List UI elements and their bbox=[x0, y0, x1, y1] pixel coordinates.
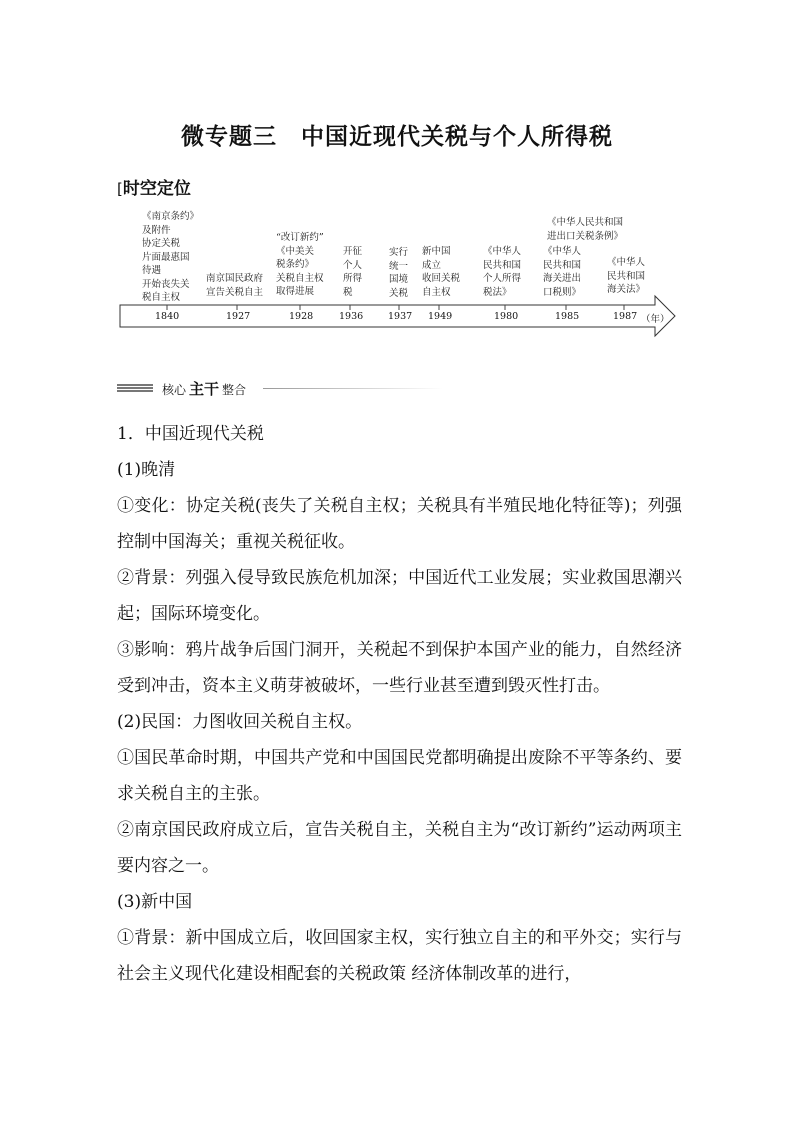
banner-rule bbox=[263, 388, 443, 389]
year-unit: （年） bbox=[641, 314, 670, 325]
banner-right: 整合 bbox=[222, 383, 247, 397]
timeline-event-1927: 南京国民政府 宣告关税自主 bbox=[206, 273, 264, 298]
year-1840: 1840 bbox=[155, 311, 180, 322]
year-1936: 1936 bbox=[339, 311, 364, 322]
timeline-event-1980: 《中华人 民共和国 个人所得 税法》 bbox=[483, 246, 522, 298]
year-1985: 1985 bbox=[555, 311, 580, 322]
subheading-qing: (1)晚清 bbox=[117, 460, 176, 480]
timeline bbox=[0, 0, 794, 340]
subheading-new-china: (3)新中国 bbox=[117, 892, 193, 912]
heading-1: 1．中国近现代关税 bbox=[117, 424, 264, 444]
year-1949: 1949 bbox=[428, 311, 453, 322]
year-1987: 1987 bbox=[613, 311, 638, 322]
timeline-event-1985: 《中华人 民共和国 海关进出 口税则》 bbox=[543, 246, 582, 298]
paragraph: ①背景：新中国成立后，收回国家主权，实行独立自主的和平外交；实行与社会主义现代化建设相配套的关税政策 经济体制改革的进行， bbox=[117, 928, 682, 984]
paragraph: ①变化：协定关税(丧失了关税自主权；关税具有半殖民地化特征等)；列强控制中国海关；重视关税征收。 bbox=[117, 496, 682, 552]
timeline-event-1987: 《中华人 民共和国 海关法》 bbox=[607, 257, 646, 295]
year-1927: 1927 bbox=[226, 311, 251, 322]
banner-stripes bbox=[117, 384, 153, 392]
section-bracket: [ bbox=[117, 180, 123, 198]
year-1980: 1980 bbox=[494, 311, 519, 322]
timeline-event-1936: 开征 个人 所得 税 bbox=[343, 246, 363, 298]
year-1928: 1928 bbox=[289, 311, 314, 322]
timeline-event-1928: “改订新约” 《中美关 税条约》 关税自主权 取得进展 bbox=[276, 232, 324, 297]
year-1937: 1937 bbox=[388, 311, 413, 322]
paragraph: ②南京国民政府成立后，宣告关税自主，关税自主为“改订新约”运动两项主要内容之一。 bbox=[117, 820, 682, 876]
core-banner bbox=[117, 378, 447, 398]
body-text bbox=[117, 416, 682, 992]
paragraph: ③影响：鸦片战争后国门洞开，关税起不到保护本国产业的能力，自然经济受到冲击，资本主义萌芽被破坏，一些行业甚至遭到毁灭性打击。 bbox=[117, 640, 682, 696]
title-main: 中国近现代关税与个人所得税 bbox=[301, 124, 613, 150]
timeline-event-1937: 实行 统一 国境 关税 bbox=[389, 247, 409, 299]
banner-left: 核心 bbox=[162, 383, 187, 397]
title-prefix: 微专题三 bbox=[181, 124, 277, 150]
banner-text bbox=[162, 378, 246, 399]
subheading-minguo: (2)民国：力图收回关税自主权。 bbox=[117, 712, 363, 732]
section-label-text: 时空定位 bbox=[122, 179, 191, 199]
banner-mid: 主干 bbox=[189, 380, 220, 398]
paragraph: ①国民革命时期，中国共产党和中国国民党都明确提出废除不平等条约、要求关税自主的主张。 bbox=[117, 748, 682, 804]
timeline-event-1840: 《南京条约》 及附件 协定关税 片面最惠国 待遇 开始丧失关 税自主权 bbox=[142, 211, 200, 303]
timeline-event-1985-upper: 《中华人民共和国 进出口关税条例》 bbox=[547, 217, 624, 242]
timeline-event-1949: 新中国 成立 收回关税 自主权 bbox=[422, 246, 461, 298]
paragraph: ②背景：列强入侵导致民族危机加深；中国近代工业发展；实业救国思潮兴起；国际环境变化。 bbox=[117, 568, 682, 624]
